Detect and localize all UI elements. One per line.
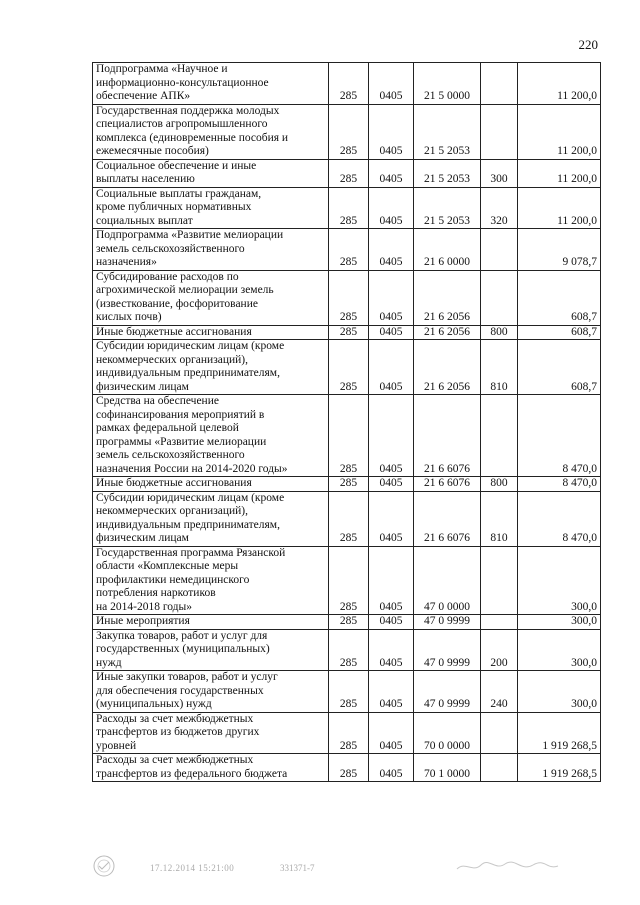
row-name-line: Подпрограмма «Развитие мелиорации: [96, 229, 284, 241]
section-code-cell: 0405: [369, 229, 414, 271]
row-name-line: (известкование, фосфоритование: [96, 297, 258, 310]
row-name-cell: [93, 325, 329, 340]
row-name-line: назначения»: [96, 256, 157, 268]
row-name-line: выплаты населению: [96, 173, 195, 185]
section-code-cell: 0405: [369, 270, 414, 325]
row-name-line: для обеспечения государственных: [96, 684, 264, 697]
expense-type-cell: 200: [481, 629, 518, 671]
row-name-line: Субсидии юридическим лицам (кроме: [96, 491, 285, 504]
expense-type-cell: [481, 754, 518, 782]
row-name-line: комплекса (единовременные пособия и: [96, 131, 289, 144]
row-name-cell: [93, 340, 329, 395]
row-name-line: Социальное обеспечение и иные: [96, 159, 257, 172]
expense-type-cell: 810: [481, 340, 518, 395]
row-name-line: назначения России на 2014-2020 годы»: [96, 462, 288, 475]
row-name-line: земель сельскохозяйственного: [96, 449, 245, 461]
target-code-cell: 21 5 2053: [414, 159, 481, 187]
amount-cell: 1 919 268,5: [518, 754, 601, 782]
row-name-line: физическим лицам: [96, 532, 189, 544]
amount-cell: 300,0: [518, 671, 601, 713]
row-name-line: на 2014-2018 годы»: [96, 600, 193, 613]
amount-cell: 300,0: [518, 615, 601, 630]
target-code-cell: 21 6 6076: [414, 491, 481, 546]
ministry-code-cell: 285: [329, 104, 369, 159]
row-name-line: трансфертов из федерального бюджета: [96, 767, 288, 780]
target-code-cell: 47 0 9999: [414, 629, 481, 671]
section-code-cell: 0405: [369, 325, 414, 340]
ministry-code-cell: 285: [329, 340, 369, 395]
target-code-cell: 21 6 6076: [414, 477, 481, 492]
row-name-cell: [93, 629, 329, 671]
target-code-cell: 21 5 2053: [414, 104, 481, 159]
row-name-line: софинансирования мероприятий в: [96, 408, 265, 421]
row-name-line: Иные мероприятия: [96, 615, 190, 627]
row-name-line: трансфертов из бюджетов других: [96, 726, 260, 738]
amount-cell: 11 200,0: [518, 63, 601, 105]
row-name-line: уровней: [96, 739, 137, 752]
amount-cell: 8 470,0: [518, 477, 601, 492]
row-name-cell: [93, 671, 329, 713]
amount-cell: 8 470,0: [518, 491, 601, 546]
row-name-line: некоммерческих организаций),: [96, 353, 249, 366]
ministry-code-cell: 285: [329, 159, 369, 187]
table-row: [93, 546, 601, 615]
table-row: [93, 671, 601, 713]
target-code-cell: 70 0 0000: [414, 712, 481, 754]
amount-cell: 11 200,0: [518, 159, 601, 187]
row-name-line: государственных (муниципальных): [96, 643, 270, 655]
expense-type-cell: [481, 63, 518, 105]
section-code-cell: 0405: [369, 159, 414, 187]
ministry-code-cell: 285: [329, 546, 369, 615]
seal-stamp-icon: [92, 854, 116, 878]
target-code-cell: 21 6 2056: [414, 325, 481, 340]
target-code-cell: 21 6 2056: [414, 340, 481, 395]
amount-cell: 1 919 268,5: [518, 712, 601, 754]
expense-type-cell: 240: [481, 671, 518, 713]
target-code-cell: 21 6 2056: [414, 270, 481, 325]
row-name-line: Подпрограмма «Научное и: [96, 63, 228, 75]
row-name-line: Средства на обеспечение: [96, 395, 219, 407]
ministry-code-cell: 285: [329, 671, 369, 713]
section-code-cell: 0405: [369, 395, 414, 477]
target-code-cell: 47 0 9999: [414, 615, 481, 630]
ministry-code-cell: 285: [329, 754, 369, 782]
row-name-line: программы «Развитие мелиорации: [96, 435, 267, 448]
row-name-line: некоммерческих организаций),: [96, 505, 249, 517]
page-number: 220: [578, 37, 598, 52]
section-code-cell: 0405: [369, 491, 414, 546]
amount-cell: 608,7: [518, 270, 601, 325]
row-name-line: кислых почв): [96, 311, 162, 323]
row-name-cell: [93, 615, 329, 630]
row-name-line: Субсидирование расходов по: [96, 270, 239, 283]
ministry-code-cell: 285: [329, 477, 369, 492]
row-name-cell: [93, 754, 329, 782]
amount-cell: 300,0: [518, 546, 601, 615]
table-row: [93, 629, 601, 671]
ministry-code-cell: 285: [329, 491, 369, 546]
row-name-line: профилактики немедицинского: [96, 573, 250, 586]
table-row: [93, 104, 601, 159]
amount-cell: 8 470,0: [518, 395, 601, 477]
ministry-code-cell: 285: [329, 229, 369, 271]
expense-type-cell: [481, 270, 518, 325]
expense-type-cell: 810: [481, 491, 518, 546]
footer: [0, 861, 640, 881]
expense-type-cell: [481, 395, 518, 477]
ministry-code-cell: 285: [329, 270, 369, 325]
section-code-cell: 0405: [369, 104, 414, 159]
section-code-cell: 0405: [369, 63, 414, 105]
section-code-cell: 0405: [369, 340, 414, 395]
ministry-code-cell: 285: [329, 325, 369, 340]
row-name-cell: [93, 477, 329, 492]
table-row: [93, 491, 601, 546]
expense-type-cell: 800: [481, 325, 518, 340]
section-code-cell: 0405: [369, 754, 414, 782]
table-row: [93, 615, 601, 630]
row-name-line: индивидуальным предпринимателям,: [96, 518, 280, 531]
row-name-cell: [93, 159, 329, 187]
row-name-line: Социальные выплаты гражданам,: [96, 187, 262, 200]
amount-cell: 608,7: [518, 340, 601, 395]
row-name-line: физическим лицам: [96, 380, 189, 393]
expense-type-cell: [481, 712, 518, 754]
row-name-line: индивидуальным предпринимателям,: [96, 367, 280, 379]
row-name-cell: [93, 546, 329, 615]
row-name-line: нужд: [96, 656, 122, 669]
target-code-cell: 21 6 0000: [414, 229, 481, 271]
ministry-code-cell: 285: [329, 712, 369, 754]
expense-type-cell: [481, 229, 518, 271]
row-name-cell: [93, 712, 329, 754]
row-name-line: информационно-консультационное: [96, 76, 269, 89]
row-name-line: обеспечение АПК»: [96, 90, 191, 102]
row-name-cell: [93, 395, 329, 477]
target-code-cell: 47 0 9999: [414, 671, 481, 713]
ministry-code-cell: 285: [329, 395, 369, 477]
row-name-line: рамках федеральной целевой: [96, 422, 239, 434]
row-name-line: Расходы за счет межбюджетных: [96, 754, 254, 766]
row-name-line: специалистов агропромышленного: [96, 118, 268, 130]
amount-cell: 11 200,0: [518, 104, 601, 159]
row-name-line: агрохимической мелиорации земель: [96, 284, 274, 296]
table-row: [93, 159, 601, 187]
table-row: [93, 754, 601, 782]
table-row: [93, 325, 601, 340]
expense-type-cell: [481, 104, 518, 159]
amount-cell: 9 078,7: [518, 229, 601, 271]
section-code-cell: 0405: [369, 477, 414, 492]
amount-cell: 608,7: [518, 325, 601, 340]
expense-type-cell: [481, 546, 518, 615]
amount-cell: 300,0: [518, 629, 601, 671]
table-row: [93, 477, 601, 492]
target-code-cell: 70 1 0000: [414, 754, 481, 782]
row-name-line: Иные закупки товаров, работ и услуг: [96, 671, 278, 683]
section-code-cell: 0405: [369, 615, 414, 630]
ministry-code-cell: 285: [329, 187, 369, 229]
target-code-cell: 21 5 0000: [414, 63, 481, 105]
expense-type-cell: [481, 615, 518, 630]
row-name-cell: [93, 270, 329, 325]
table-row: [93, 395, 601, 477]
footer-doc-code: 331371-7: [280, 863, 315, 873]
row-name-line: потребления наркотиков: [96, 587, 216, 599]
row-name-cell: [93, 187, 329, 229]
target-code-cell: 21 6 6076: [414, 395, 481, 477]
row-name-line: земель сельскохозяйственного: [96, 242, 245, 255]
target-code-cell: 21 5 2053: [414, 187, 481, 229]
row-name-line: социальных выплат: [96, 214, 193, 227]
footer-date: 17.12.2014 15:21:00: [150, 863, 235, 873]
expense-type-cell: 300: [481, 159, 518, 187]
ministry-code-cell: 285: [329, 63, 369, 105]
row-name-line: области «Комплексные меры: [96, 560, 239, 572]
row-name-cell: [93, 491, 329, 546]
section-code-cell: 0405: [369, 187, 414, 229]
table-row: [93, 187, 601, 229]
row-name-line: Иные бюджетные ассигнования: [96, 477, 252, 489]
row-name-line: ежемесячные пособия): [96, 145, 209, 157]
row-name-line: Субсидии юридическим лицам (кроме: [96, 340, 285, 352]
row-name-line: (муниципальных) нужд: [96, 698, 212, 710]
table-row: [93, 340, 601, 395]
row-name-line: Расходы за счет межбюджетных: [96, 712, 254, 725]
row-name-cell: [93, 104, 329, 159]
row-name-line: Государственная программа Рязанской: [96, 546, 286, 559]
row-name-cell: [93, 229, 329, 271]
budget-table: [92, 62, 601, 782]
row-name-line: Иные бюджетные ассигнования: [96, 325, 252, 338]
ministry-code-cell: 285: [329, 629, 369, 671]
table-row: [93, 270, 601, 325]
table-row: [93, 63, 601, 105]
ministry-code-cell: 285: [329, 615, 369, 630]
target-code-cell: 47 0 0000: [414, 546, 481, 615]
row-name-cell: [93, 63, 329, 105]
table-row: [93, 229, 601, 271]
row-name-line: Закупка товаров, работ и услуг для: [96, 629, 268, 642]
expense-type-cell: 800: [481, 477, 518, 492]
expense-type-cell: 320: [481, 187, 518, 229]
table-row: [93, 712, 601, 754]
section-code-cell: 0405: [369, 629, 414, 671]
section-code-cell: 0405: [369, 712, 414, 754]
table-body: [93, 63, 601, 782]
row-name-line: кроме публичных нормативных: [96, 201, 252, 213]
section-code-cell: 0405: [369, 671, 414, 713]
row-name-line: Государственная поддержка молодых: [96, 104, 280, 117]
amount-cell: 11 200,0: [518, 187, 601, 229]
section-code-cell: 0405: [369, 546, 414, 615]
signature-scribble-icon: [455, 859, 560, 875]
